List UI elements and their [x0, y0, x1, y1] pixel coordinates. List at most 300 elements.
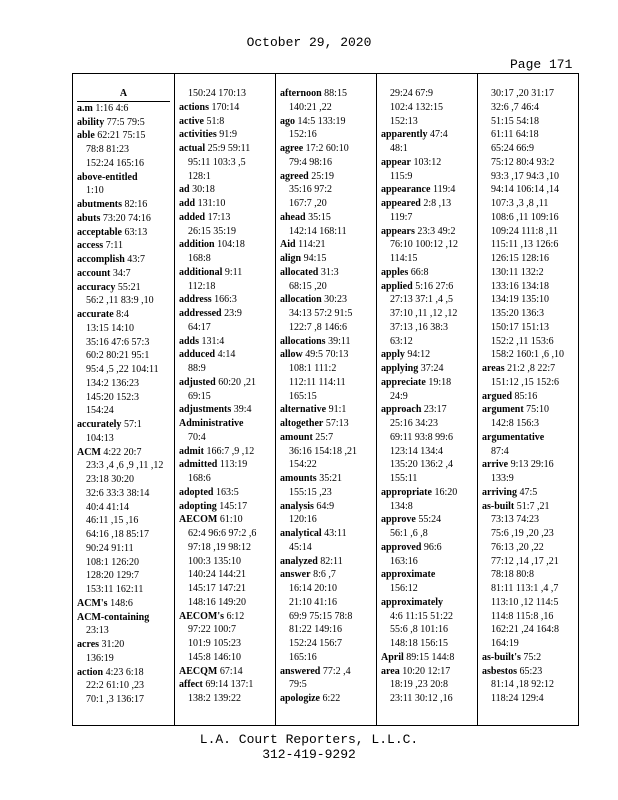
- index-entry: [77, 129, 172, 143]
- index-refs: 19:18: [428, 376, 452, 388]
- index-refs-continued: 134:2 136:23: [86, 377, 140, 389]
- index-refs-continued: 70:1 ,3 136:17: [86, 694, 145, 705]
- index-refs-continued: 21:10 41:16: [289, 596, 338, 608]
- index-entry: [381, 197, 476, 211]
- index-term: ability: [77, 116, 105, 128]
- index-refs-continued: 138:2 139:22: [188, 693, 242, 704]
- index-refs: 55:24: [418, 514, 442, 526]
- index-entry: [280, 293, 375, 307]
- index-refs-continued: 155:15 ,23: [289, 486, 332, 498]
- index-refs-continued: 37:10 ,11 ,12 ,12: [390, 308, 458, 319]
- index-refs-continued: 79:4 98:16: [289, 156, 333, 168]
- index-refs-continued: 76:13 ,20 ,22: [491, 541, 544, 553]
- index-entry: [179, 238, 274, 252]
- index-entry: [77, 253, 172, 267]
- index-entry: [482, 362, 577, 376]
- index-entry: [179, 610, 274, 624]
- index-refs: 31:20: [101, 639, 125, 650]
- index-refs-continued: 165:15: [289, 390, 317, 402]
- index-term: ad: [179, 184, 190, 196]
- index-refs-continued: 130:11 132:2: [491, 266, 544, 278]
- index-refs-continued: 90:24 91:11: [86, 542, 134, 554]
- index-entry: [280, 115, 375, 129]
- index-refs: 62:21 75:15: [97, 130, 146, 142]
- index-refs-continued: 56:2 ,11 83:9 ,10: [86, 295, 154, 307]
- index-term: approximate: [381, 569, 436, 581]
- index-refs-continued: 134:19 135:10: [491, 294, 550, 306]
- index-term: arrive: [482, 459, 509, 471]
- index-entry: [179, 115, 274, 129]
- index-refs-continued: 4:6 11:15 51:22: [390, 610, 453, 622]
- index-refs-continued: 113:10 ,12 114:5: [491, 596, 559, 608]
- index-entry: [179, 307, 274, 321]
- index-entry: [179, 445, 274, 459]
- index-entry: [381, 128, 476, 142]
- index-entry: [381, 225, 476, 239]
- index-refs-continued: 81:11 113:1 ,4 ,7: [491, 583, 559, 594]
- index-refs-continued: 148:18 156:15: [390, 638, 449, 649]
- index-refs-continued: 108:1 111:2: [289, 363, 337, 374]
- index-entry: [179, 403, 274, 417]
- index-refs: 25:19: [311, 170, 334, 182]
- index-term: AECQM: [179, 665, 218, 677]
- index-refs-continued: 79:5: [289, 679, 307, 691]
- index-term: active: [179, 115, 204, 127]
- index-refs: 9:11: [224, 266, 243, 278]
- index-refs: 113:19: [219, 459, 248, 471]
- index-refs-continued: 108:1 126:20: [86, 556, 140, 568]
- index-entry: [381, 596, 476, 610]
- index-term: appreciate: [381, 376, 426, 388]
- index-refs-continued: 73:13 74:23: [491, 514, 540, 526]
- index-entry: [482, 651, 577, 665]
- index-refs: 148:6: [110, 597, 133, 609]
- index-entry: [77, 281, 172, 295]
- index-refs: 4:14: [217, 349, 236, 361]
- index-refs-continued: 145:17 147:21: [188, 583, 247, 594]
- index-term: activities: [179, 129, 217, 141]
- index-entry: [77, 116, 172, 130]
- index-term: analytical: [280, 528, 322, 539]
- index-refs-continued: 68:15 ,20: [289, 280, 327, 292]
- index-term: adopting: [179, 500, 217, 512]
- index-term: approach: [381, 404, 422, 416]
- page-number: Page 171: [510, 57, 573, 72]
- index-refs-continued: 63:12: [390, 335, 413, 347]
- index-refs: 51:7 ,21: [516, 500, 550, 512]
- index-term: agree: [280, 143, 304, 154]
- index-refs-continued: 112:18: [188, 280, 216, 292]
- index-refs-continued: 18:19 ,23 20:8: [390, 679, 449, 691]
- index-entry: [179, 197, 274, 211]
- index-refs: 43:11: [324, 528, 347, 539]
- index-refs-continued: 156:12: [390, 583, 418, 594]
- index-refs: 43:7: [127, 254, 146, 265]
- footer-company: L.A. Court Reporters, L.L.C.: [199, 732, 419, 747]
- index-term: access: [77, 240, 104, 252]
- index-term: allocations: [280, 335, 326, 347]
- index-entry: [179, 101, 274, 115]
- index-refs: 5:16 27:6: [415, 280, 454, 292]
- index-term: allocation: [280, 294, 322, 306]
- index-entry: [179, 348, 274, 362]
- index-refs-continued: 75:6 ,19 ,20 ,23: [491, 528, 554, 539]
- index-refs: 91:1: [328, 404, 347, 416]
- index-refs-continued: 150:17 151:13: [491, 321, 550, 333]
- index-term: applying: [381, 363, 419, 374]
- index-refs: 51:8: [206, 115, 225, 127]
- index-refs-continued: 152:13: [390, 115, 418, 127]
- index-entry: [280, 472, 375, 486]
- index-term: account: [77, 267, 111, 279]
- index-refs-continued: 32:6 33:3 38:14: [86, 487, 150, 499]
- index-term: argumentative: [482, 431, 545, 443]
- index-refs: 77:5 79:5: [106, 116, 145, 128]
- index-refs: 166:3: [214, 294, 237, 306]
- index-term: actions: [179, 101, 209, 113]
- index-entry: [482, 458, 577, 472]
- index-refs-continued: 133:16 134:18: [491, 280, 550, 292]
- index-refs-continued: 36:16 154:18 ,21: [289, 445, 358, 457]
- index-refs-continued: 64:17: [188, 321, 211, 333]
- index-refs: 35:21: [319, 473, 342, 484]
- index-refs-continued: 165:16: [289, 651, 317, 663]
- index-table: [72, 73, 579, 726]
- index-refs-continued: 69:15: [188, 390, 211, 402]
- index-entry: [280, 665, 375, 679]
- index-term: answer: [280, 569, 311, 581]
- index-term: AECOM: [179, 514, 218, 526]
- index-refs-continued: 25:16 34:23: [390, 418, 439, 429]
- index-refs: 8:4: [116, 309, 129, 320]
- index-term: amount: [280, 431, 313, 443]
- index-entry: [77, 171, 172, 185]
- index-refs-continued: 70:4: [188, 431, 206, 443]
- index-refs-continued: 114:8 115:8 ,16: [491, 610, 554, 622]
- index-entry: [77, 638, 172, 652]
- index-entry: [77, 212, 172, 226]
- index-term: approve: [381, 514, 416, 526]
- index-refs: 64:9: [316, 500, 335, 512]
- index-term: area: [381, 665, 400, 677]
- index-term: areas: [482, 363, 505, 374]
- index-refs: 119:4: [432, 184, 456, 196]
- index-entry: [179, 513, 274, 527]
- index-refs: 6:12: [226, 610, 245, 622]
- index-refs: 77:2 ,4: [322, 665, 351, 677]
- index-term: analysis: [280, 500, 314, 512]
- index-refs: 82:11: [320, 555, 343, 567]
- index-refs-continued: 108:6 ,11 109:16: [491, 211, 559, 223]
- index-entry: [381, 403, 476, 417]
- index-term: above-entitled: [77, 171, 138, 183]
- index-column-3: [275, 74, 377, 725]
- index-refs-continued: 104:13: [86, 432, 114, 444]
- index-refs-continued: 168:6: [188, 473, 211, 484]
- index-term: addition: [179, 239, 215, 251]
- index-term: admit: [179, 445, 204, 457]
- index-refs-continued: 46:11 ,15 ,16: [86, 515, 139, 527]
- index-entry: [77, 446, 172, 460]
- index-entry: [280, 555, 375, 569]
- index-term: afternoon: [280, 88, 322, 99]
- index-entry: [77, 308, 172, 322]
- index-refs: 1:16 4:6: [95, 102, 129, 114]
- index-refs-continued: 162:21 ,24 164:8: [491, 624, 560, 636]
- index-term: appeared: [381, 198, 421, 209]
- index-refs-continued: 24:9: [390, 390, 408, 402]
- index-refs: 66:8: [410, 266, 429, 278]
- index-term: appears: [381, 225, 415, 237]
- index-refs: 145:17: [219, 500, 248, 512]
- index-refs: 35:15: [308, 211, 331, 223]
- index-entry: [280, 568, 375, 582]
- index-refs-continued: 145:20 152:3: [86, 391, 140, 403]
- index-entry: [381, 651, 476, 665]
- index-entry: [77, 597, 172, 611]
- index-refs-continued: 100:3 135:10: [188, 555, 242, 567]
- index-entry: [482, 500, 577, 514]
- index-term: as-built's: [482, 651, 521, 663]
- index-term: actual: [179, 143, 206, 154]
- index-entry: [280, 238, 375, 252]
- index-term: accomplish: [77, 254, 125, 265]
- index-refs: 39:11: [328, 335, 351, 347]
- index-refs-continued: 13:15 14:10: [86, 322, 135, 334]
- index-term: adopted: [179, 486, 214, 498]
- index-term: allocated: [280, 266, 319, 278]
- index-refs-continued: 128:1: [188, 170, 211, 182]
- index-refs: 7:11: [105, 240, 124, 252]
- index-entry: [280, 527, 375, 541]
- index-term: as-built: [482, 500, 515, 512]
- index-term: arriving: [482, 486, 517, 498]
- index-entry: [179, 376, 274, 390]
- index-refs: 88:15: [324, 88, 347, 99]
- index-refs-continued: 26:15 35:19: [188, 225, 237, 237]
- index-entry: [77, 226, 172, 240]
- index-entry: [280, 142, 375, 156]
- index-term: additional: [179, 266, 223, 278]
- index-refs-continued: 81:22 149:16: [289, 624, 343, 636]
- index-refs-continued: 40:4 41:14: [86, 501, 130, 513]
- index-column-2: [174, 74, 276, 725]
- index-refs: 23:17: [423, 404, 447, 416]
- index-entry: [179, 486, 274, 500]
- index-term: argument: [482, 404, 524, 416]
- index-entry: [482, 431, 577, 445]
- index-entry: [381, 541, 476, 555]
- index-entry: [280, 335, 375, 349]
- index-refs-continued: 128:20 129:7: [86, 570, 140, 582]
- index-refs-continued: 135:20 136:3: [491, 308, 545, 319]
- index-entry: [280, 417, 375, 431]
- index-refs-continued: 75:12 80:4 93:2: [491, 156, 555, 168]
- index-refs: 8:6 ,7: [313, 569, 336, 581]
- index-refs: 25:9 59:11: [207, 143, 251, 154]
- index-term: apples: [381, 266, 409, 278]
- index-refs-continued: 56:1 ,6 ,8: [390, 528, 428, 539]
- index-term: apply: [381, 349, 405, 361]
- index-refs-continued: 109:24 111:8 ,11: [491, 225, 558, 237]
- index-refs-continued: 81:14 ,18 92:12: [491, 679, 555, 691]
- index-term: added: [179, 211, 206, 223]
- index-refs-continued: 134:8: [390, 500, 413, 512]
- index-refs-continued: 133:9: [491, 473, 514, 484]
- index-entry: [179, 417, 274, 431]
- index-refs-continued: 158:2 160:1 ,6 ,10: [491, 349, 565, 361]
- index-refs-continued: 152:2 ,11 153:6: [491, 335, 554, 347]
- index-entry: [77, 666, 172, 680]
- index-term: adjusted: [179, 376, 216, 388]
- index-refs-continued: 151:12 ,15 152:6: [491, 376, 560, 388]
- index-refs: 89:15 144:8: [406, 651, 455, 663]
- index-term: add: [179, 198, 196, 209]
- index-term: adds: [179, 335, 200, 347]
- index-refs: 69:14 137:1: [205, 679, 254, 691]
- index-refs-continued: 152:24 156:7: [289, 638, 343, 649]
- index-refs-continued: 148:16 149:20: [188, 596, 247, 608]
- index-refs: 166:7 ,9 ,12: [206, 445, 255, 457]
- index-term: asbestos: [482, 665, 518, 677]
- index-refs-continued: 119:7: [390, 211, 413, 223]
- index-refs-continued: 142:14 168:11: [289, 225, 347, 237]
- index-refs: 23:3 49:2: [417, 225, 456, 237]
- index-entry: [77, 198, 172, 212]
- index-entry: [77, 239, 172, 253]
- index-term: Administrative: [179, 418, 244, 429]
- index-term: Aid: [280, 239, 296, 251]
- index-refs-continued: 122:7 ,8 146:6: [289, 321, 348, 333]
- index-refs: 37:24: [420, 363, 444, 374]
- index-refs-continued: 45:14: [289, 541, 312, 553]
- index-refs-continued: 120:16: [289, 514, 317, 526]
- index-refs: 114:21: [298, 239, 326, 251]
- index-term: ACM-containing: [77, 611, 150, 623]
- index-term: allow: [280, 349, 303, 361]
- index-entry: [381, 156, 476, 170]
- index-refs: 2:8 ,13: [423, 198, 452, 209]
- index-refs: 16:20: [434, 486, 458, 498]
- index-entry: [381, 348, 476, 362]
- index-term: adduced: [179, 349, 216, 361]
- index-refs-continued: 118:24 129:4: [491, 693, 544, 704]
- index-refs: 57:1: [123, 419, 142, 430]
- index-refs-continued: 101:9 105:23: [188, 638, 242, 649]
- index-refs: 57:13: [325, 418, 349, 429]
- index-refs: 94:15: [303, 253, 327, 264]
- index-term: acres: [77, 639, 100, 650]
- index-refs-continued: 94:14 106:14 ,14: [491, 184, 560, 196]
- index-refs-continued: 34:13 57:2 91:5: [289, 308, 353, 319]
- index-refs: 31:3: [320, 266, 339, 278]
- section-letter: A: [77, 87, 170, 102]
- index-entry: [381, 486, 476, 500]
- index-entry: [280, 403, 375, 417]
- index-refs-continued: 112:11 114:11: [289, 376, 346, 388]
- index-refs: 73:20 74:16: [102, 212, 151, 224]
- index-term: altogether: [280, 418, 324, 429]
- index-entry: [381, 568, 476, 582]
- index-term: addressed: [179, 308, 222, 319]
- index-term: accurate: [77, 309, 114, 320]
- index-column-5: [477, 74, 579, 725]
- index-refs-continued: 145:8 146:10: [188, 651, 242, 663]
- index-entry: [381, 665, 476, 679]
- index-term: accurately: [77, 419, 122, 430]
- index-entry: [179, 266, 274, 280]
- index-refs-continued: 142:8 156:3: [491, 418, 540, 429]
- index-entry: [280, 431, 375, 445]
- index-term: appear: [381, 156, 411, 168]
- index-refs: 163:5: [215, 486, 239, 498]
- index-refs-continued: 16:14 20:10: [289, 583, 338, 594]
- index-refs: 10:20 12:17: [402, 665, 451, 677]
- index-term: appearance: [381, 184, 431, 196]
- index-refs-continued: 78:18 80:8: [491, 569, 535, 581]
- index-refs-continued: 93:3 ,17 94:3 ,10: [491, 170, 560, 182]
- index-entry: [381, 362, 476, 376]
- index-refs-continued: 154:24: [86, 405, 114, 417]
- index-refs: 65:23: [519, 665, 543, 677]
- index-refs-continued: 153:11 162:11: [86, 584, 144, 595]
- index-term: answered: [280, 665, 321, 677]
- footer-phone: 312-419-9292: [262, 747, 356, 762]
- index-refs: 75:2: [523, 651, 542, 663]
- index-term: approximately: [381, 596, 444, 608]
- index-refs: 104:18: [217, 239, 245, 251]
- index-term: analyzed: [280, 555, 318, 567]
- index-refs-continued: 78:8 81:23: [86, 144, 130, 155]
- index-term: admitted: [179, 459, 218, 471]
- index-term: apologize: [280, 693, 320, 704]
- index-refs-continued: 77:12 ,14 ,17 ,21: [491, 555, 559, 567]
- index-refs: 34:7: [112, 267, 131, 279]
- index-term: agreed: [280, 170, 309, 182]
- index-entry: [280, 87, 375, 101]
- index-refs: 103:12: [413, 156, 442, 168]
- index-refs: 55:21: [117, 281, 141, 293]
- index-column-1: [73, 74, 174, 725]
- index-refs: 4:23 6:18: [105, 666, 144, 678]
- index-term: align: [280, 253, 302, 264]
- index-refs: 96:6: [423, 541, 442, 553]
- index-entry: [482, 390, 577, 404]
- index-refs-continued: 64:16 ,18 85:17: [86, 529, 150, 540]
- index-refs-continued: 95:11 103:3 ,5: [188, 156, 246, 168]
- index-refs-continued: 114:15: [390, 253, 418, 264]
- index-refs: 6:22: [322, 693, 341, 704]
- index-term: ACM: [77, 446, 101, 458]
- index-entry: [381, 513, 476, 527]
- index-refs: 75:10: [526, 404, 549, 416]
- index-refs-continued: 29:24 67:9: [390, 88, 434, 99]
- index-refs: 67:14: [219, 665, 243, 677]
- index-refs: 4:22 20:7: [103, 446, 142, 458]
- index-refs-continued: 140:21 ,22: [289, 101, 332, 113]
- index-refs-continued: 37:13 ,16 38:3: [390, 321, 449, 333]
- index-refs-continued: 168:8: [188, 253, 211, 264]
- index-entry: [179, 142, 274, 156]
- index-entry: [179, 500, 274, 514]
- index-entry: [179, 293, 274, 307]
- index-refs: 60:20 ,21: [218, 376, 256, 388]
- index-entry: [381, 280, 476, 294]
- index-refs: 30:18: [192, 184, 215, 196]
- index-refs: 85:16: [514, 390, 538, 402]
- index-entry: [280, 500, 375, 514]
- index-refs-continued: 65:24 66:9: [491, 143, 535, 154]
